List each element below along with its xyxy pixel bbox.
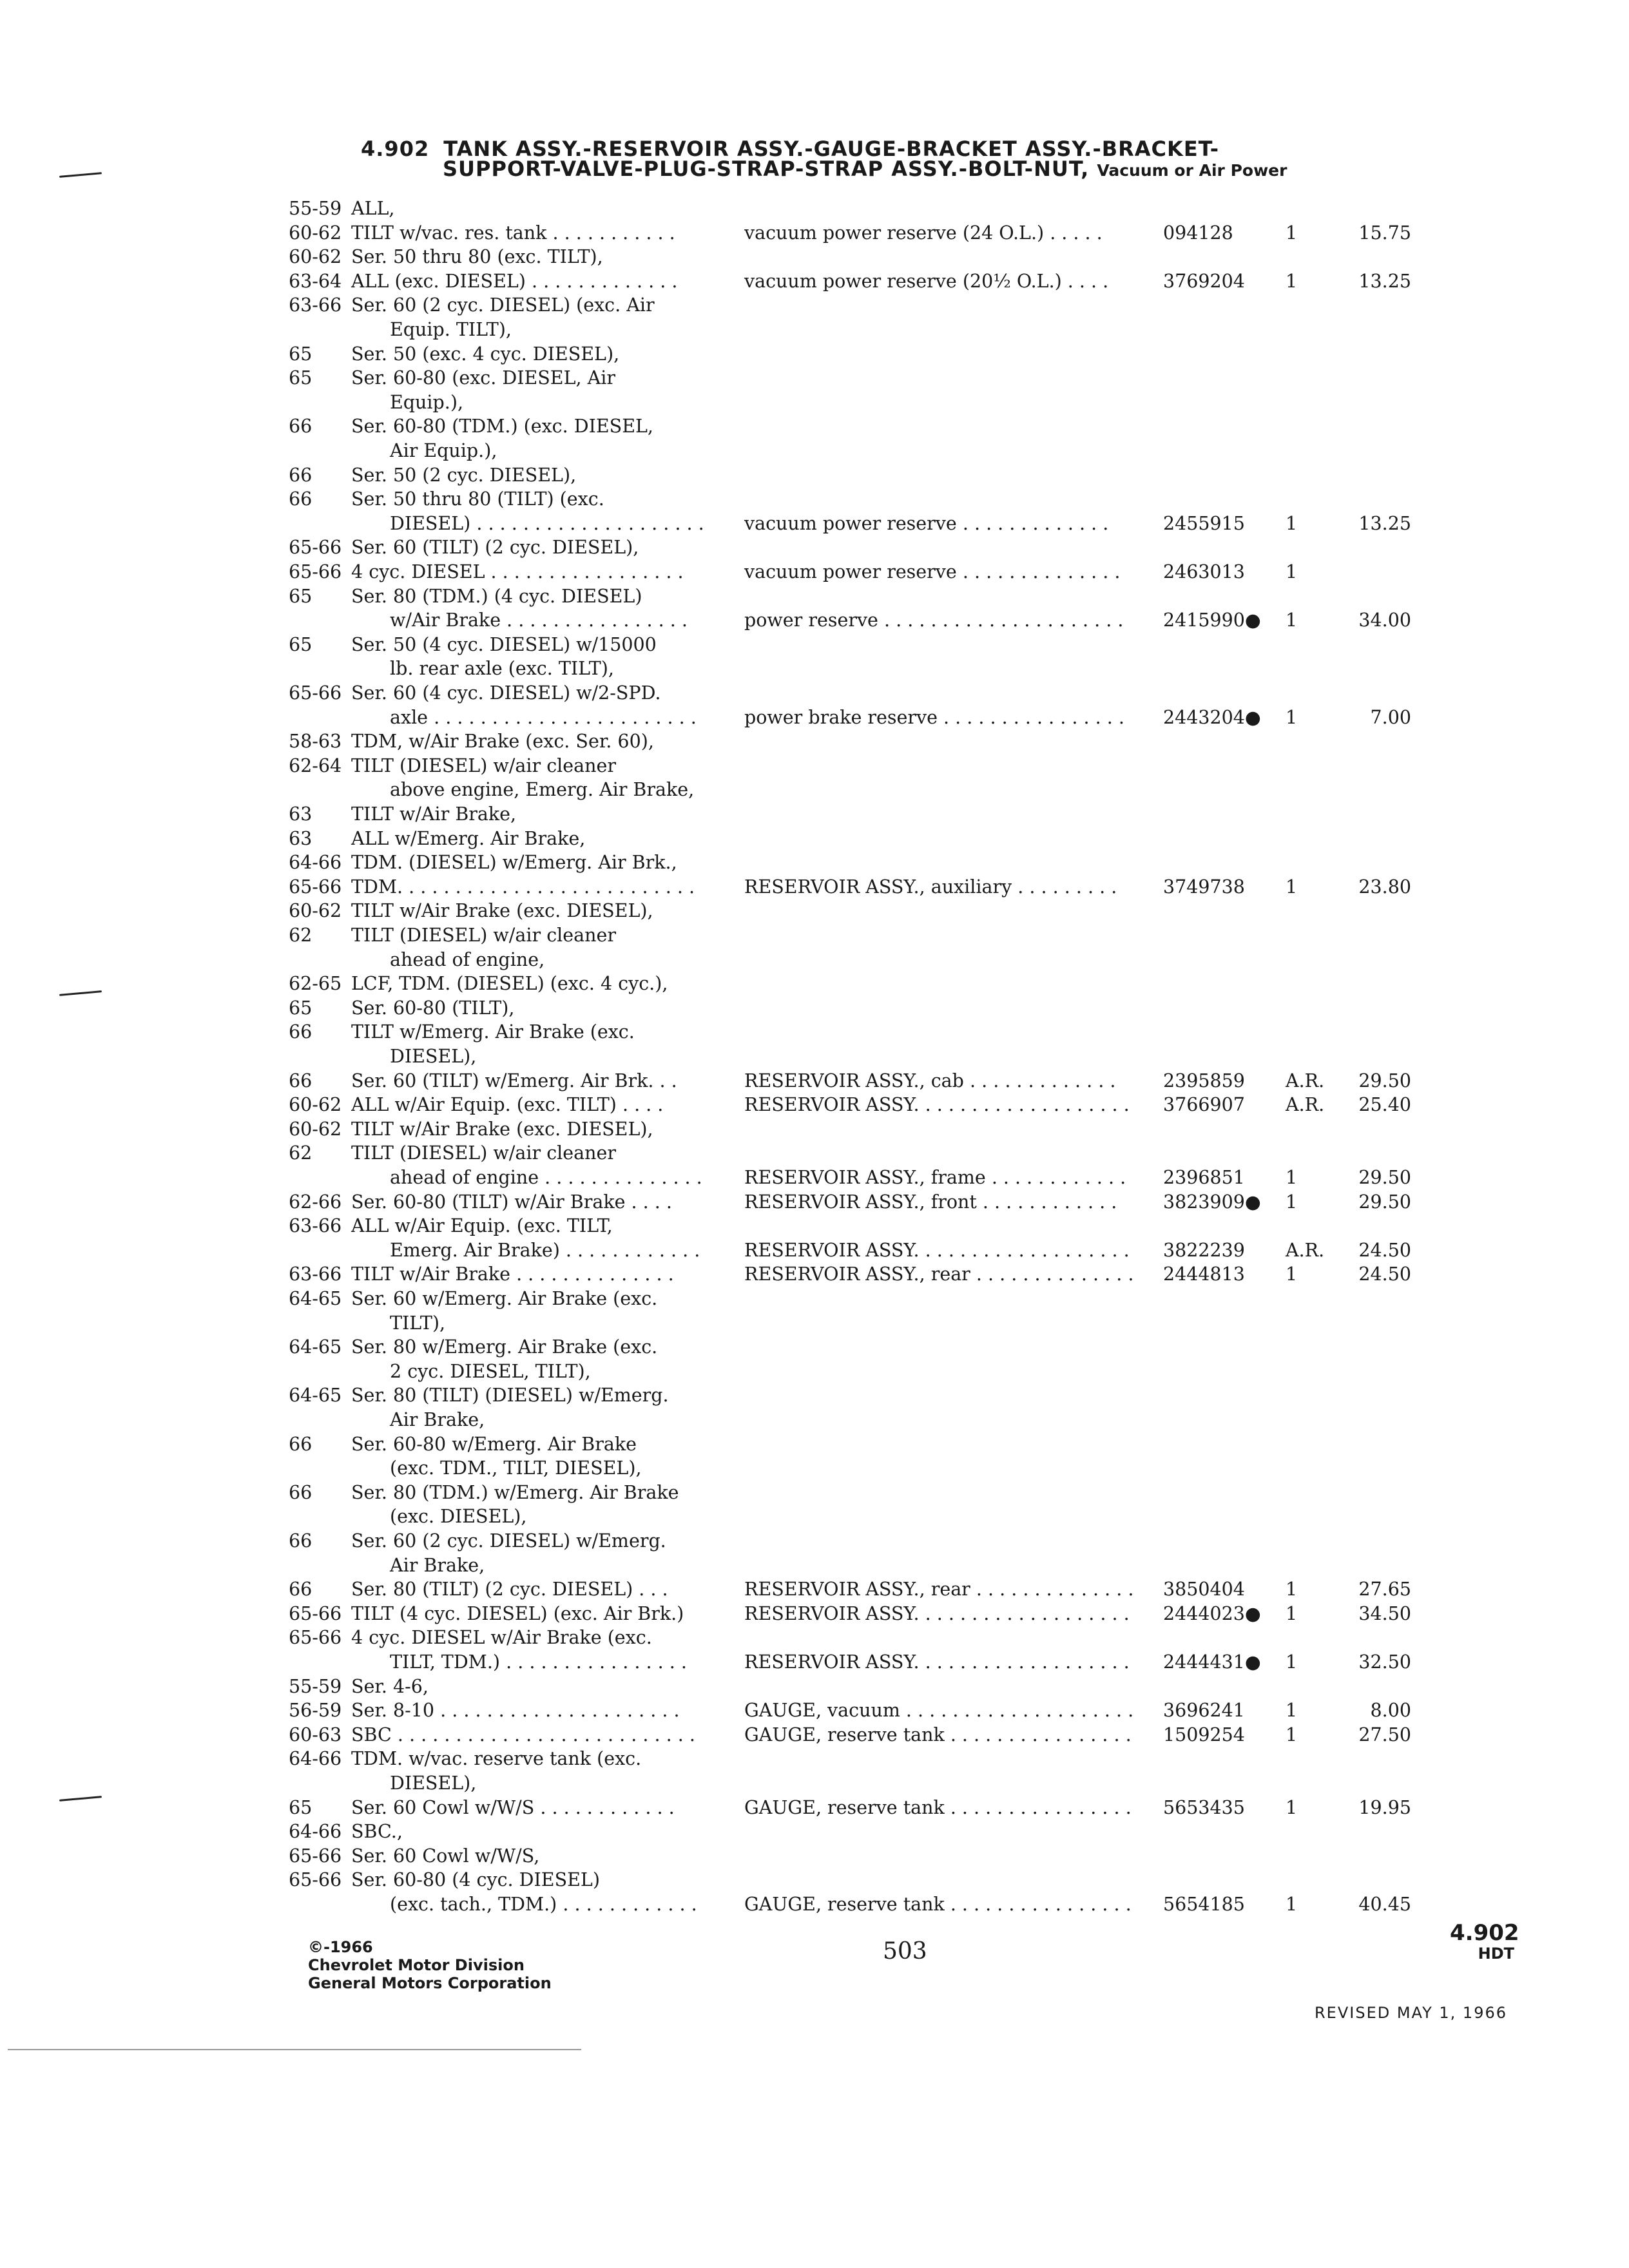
table-row	[0, 293, 1629, 318]
table-row	[0, 1529, 1629, 1553]
year-range: 62	[289, 1142, 313, 1164]
application: ALL w/Air Equip. (exc. TILT,	[351, 1215, 613, 1236]
page-number: 503	[883, 1938, 927, 1965]
table-row	[0, 657, 1629, 681]
corporation-name: General Motors Corporation	[308, 1974, 552, 1992]
year-range: 65-66	[289, 682, 342, 704]
application: Air Equip.),	[390, 440, 497, 461]
part-number: 3822239	[1163, 1240, 1245, 1261]
table-row	[0, 414, 1629, 439]
year-range: 60-62	[289, 1094, 342, 1115]
table-row	[0, 706, 1629, 730]
application: Air Brake,	[390, 1555, 485, 1576]
year-range: 65-66	[289, 561, 342, 582]
part-number: 2455915	[1163, 513, 1245, 534]
part-number: 2415990●	[1163, 610, 1261, 631]
application: DIESEL),	[390, 1773, 477, 1794]
year-range: 58-63	[289, 731, 342, 752]
price: 24.50	[1358, 1264, 1411, 1285]
application: Ser. 60-80 (TILT) w/Air Brake . . . .	[351, 1191, 672, 1213]
year-range: 60-62	[289, 246, 342, 267]
quantity: 1	[1286, 1700, 1298, 1721]
table-row	[0, 948, 1629, 972]
table-row	[0, 1504, 1629, 1529]
year-range: 65	[289, 343, 313, 365]
table-row	[0, 1796, 1629, 1820]
application: Ser. 80 (TILT) (2 cyc. DIESEL) . . .	[351, 1579, 668, 1600]
table-row	[0, 1892, 1629, 1917]
part-number: 2463013	[1163, 561, 1245, 582]
application: Ser. 60 Cowl w/W/S . . . . . . . . . . . .	[351, 1797, 675, 1818]
part-description: RESERVOIR ASSY., front . . . . . . . . . . . .	[744, 1191, 1117, 1213]
application: w/Air Brake . . . . . . . . . . . . . . . .	[390, 610, 688, 631]
price: 23.80	[1358, 876, 1411, 898]
application: ALL (exc. DIESEL) . . . . . . . . . . . . .	[351, 271, 678, 292]
price: 25.40	[1358, 1094, 1411, 1115]
application: Ser. 50 (exc. 4 cyc. DIESEL),	[351, 343, 620, 365]
table-row	[0, 560, 1629, 584]
application: DIESEL) . . . . . . . . . . . . . . . . . . . .	[390, 513, 704, 534]
application: TDM. (DIESEL) w/Emerg. Air Brk.,	[351, 852, 677, 873]
quantity: 1	[1286, 222, 1298, 244]
year-range: 66	[289, 488, 313, 510]
application: (exc. DIESEL),	[390, 1506, 527, 1527]
quantity: 1	[1286, 561, 1298, 582]
table-row	[0, 1262, 1629, 1287]
table-row	[0, 1408, 1629, 1432]
part-number: 3769204	[1163, 271, 1245, 292]
quantity: 1	[1286, 1724, 1298, 1745]
price: 34.00	[1358, 610, 1411, 631]
year-range: 64-66	[289, 1821, 342, 1842]
price: 19.95	[1358, 1797, 1411, 1818]
part-description: RESERVOIR ASSY. . . . . . . . . . . . . . . . . . .	[744, 1651, 1130, 1673]
table-row	[0, 1311, 1629, 1336]
application: Air Brake,	[390, 1409, 485, 1430]
year-range: 66	[289, 1579, 313, 1600]
table-row	[0, 778, 1629, 802]
year-range: 64-66	[289, 1748, 342, 1769]
application: Ser. 60-80 w/Emerg. Air Brake	[351, 1434, 637, 1455]
price: 29.50	[1358, 1167, 1411, 1188]
price: 7.00	[1370, 707, 1411, 728]
table-row	[0, 1602, 1629, 1626]
year-range: 60-63	[289, 1724, 342, 1745]
application: LCF, TDM. (DIESEL) (exc. 4 cyc.),	[351, 973, 668, 994]
quantity: 1	[1286, 610, 1298, 631]
application: TILT w/Air Brake,	[351, 803, 517, 825]
quantity: 1	[1286, 271, 1298, 292]
table-row	[0, 1747, 1629, 1771]
bottom-rule	[8, 2049, 581, 2050]
year-range: 60-62	[289, 900, 342, 921]
year-range: 64-65	[289, 1288, 342, 1309]
year-range: 62-66	[289, 1191, 342, 1213]
table-row	[0, 197, 1629, 221]
part-number: 1509254	[1163, 1724, 1245, 1745]
year-range: 64-65	[289, 1385, 342, 1406]
title-line-1: TANK ASSY.-RESERVOIR ASSY.-GAUGE-BRACKET ASSY.-BRACKET-	[443, 137, 1220, 161]
footer-credits	[308, 1938, 552, 1992]
table-row	[0, 1069, 1629, 1093]
part-number: 2396851	[1163, 1167, 1245, 1188]
table-row	[0, 1093, 1629, 1117]
application: Equip. TILT),	[390, 319, 512, 340]
year-range: 65-66	[289, 876, 342, 898]
title-line-2: SUPPORT-VALVE-PLUG-STRAP-STRAP ASSY.-BOLT-NUT,	[443, 157, 1090, 181]
table-row	[0, 463, 1629, 488]
year-range: 66	[289, 465, 313, 486]
copyright: ©-1966	[308, 1938, 373, 1956]
quantity: A.R.	[1286, 1094, 1325, 1115]
year-range: 65	[289, 367, 313, 389]
part-description: vacuum power reserve . . . . . . . . . . . . .	[744, 513, 1109, 534]
table-row	[0, 1238, 1629, 1263]
price: 27.50	[1358, 1724, 1411, 1745]
application: Ser. 4-6,	[351, 1676, 429, 1697]
table-row	[0, 923, 1629, 948]
year-range: 63-66	[289, 294, 342, 316]
table-row	[0, 269, 1629, 294]
year-range: 66	[289, 1530, 313, 1552]
part-description: RESERVOIR ASSY. . . . . . . . . . . . . . . . . . .	[744, 1240, 1130, 1261]
table-row	[0, 827, 1629, 851]
year-range: 66	[289, 1482, 313, 1503]
table-row	[0, 1626, 1629, 1650]
table-row	[0, 972, 1629, 996]
year-range: 63	[289, 803, 313, 825]
year-range: 66	[289, 1434, 313, 1455]
table-row	[0, 221, 1629, 245]
application: TILT w/Air Brake (exc. DIESEL),	[351, 1119, 653, 1140]
application: Ser. 60-80 (TILT),	[351, 997, 515, 1019]
revised-date: REVISED MAY 1, 1966	[1315, 2004, 1507, 2022]
application: ALL w/Air Equip. (exc. TILT) . . . .	[351, 1094, 664, 1115]
application: TILT),	[390, 1312, 446, 1334]
part-description: GAUGE, reserve tank . . . . . . . . . . . . . . . .	[744, 1724, 1132, 1745]
table-row	[0, 1820, 1629, 1844]
table-row	[0, 1117, 1629, 1142]
table-row	[0, 1698, 1629, 1723]
table-row	[0, 1868, 1629, 1892]
table-row	[0, 1432, 1629, 1457]
application: SBC.,	[351, 1821, 403, 1842]
part-description: vacuum power reserve (24 O.L.) . . . . .	[744, 222, 1103, 244]
application: ahead of engine . . . . . . . . . . . . . .	[390, 1167, 702, 1188]
part-number: 3766907	[1163, 1094, 1245, 1115]
application: Ser. 8-10 . . . . . . . . . . . . . . . . . . . . .	[351, 1700, 680, 1721]
year-range: 63-64	[289, 271, 342, 292]
footer-section-number: 4.902	[1450, 1920, 1519, 1946]
price: 27.65	[1358, 1579, 1411, 1600]
part-number: 5653435	[1163, 1797, 1245, 1818]
application: Emerg. Air Brake) . . . . . . . . . . . .	[390, 1240, 700, 1261]
part-number: 3850404	[1163, 1579, 1245, 1600]
part-number: 3823909●	[1163, 1191, 1261, 1213]
part-description: vacuum power reserve (20½ O.L.) . . . .	[744, 271, 1109, 292]
table-row	[0, 342, 1629, 367]
year-range: 60-62	[289, 222, 342, 244]
application: Ser. 60 (TILT) w/Emerg. Air Brk. . .	[351, 1070, 677, 1091]
application: Ser. 60 (2 cyc. DIESEL) (exc. Air	[351, 294, 655, 316]
table-row	[0, 1844, 1629, 1869]
table-row	[0, 1456, 1629, 1481]
application: TILT w/Air Brake . . . . . . . . . . . . . .	[351, 1264, 674, 1285]
application: ALL,	[351, 198, 395, 219]
application: 2 cyc. DIESEL, TILT),	[390, 1361, 591, 1382]
application: Ser. 80 w/Emerg. Air Brake (exc.	[351, 1336, 658, 1358]
year-range: 62	[289, 925, 313, 946]
year-range: 60-62	[289, 1119, 342, 1140]
year-range: 65	[289, 586, 313, 607]
table-row	[0, 1675, 1629, 1699]
application: Equip.),	[390, 392, 463, 413]
table-row	[0, 681, 1629, 706]
year-range: 55-59	[289, 1676, 342, 1697]
year-range: 65	[289, 1797, 313, 1818]
year-range: 65-66	[289, 1627, 342, 1648]
footer-section-sub: HDT	[1478, 1945, 1514, 1963]
part-number: 5654185	[1163, 1894, 1245, 1915]
application: Ser. 60-80 (exc. DIESEL, Air	[351, 367, 615, 389]
table-row	[0, 633, 1629, 657]
year-range: 66	[289, 1070, 313, 1091]
table-row	[0, 850, 1629, 875]
application: DIESEL),	[390, 1046, 477, 1067]
price: 29.50	[1358, 1070, 1411, 1091]
table-row	[0, 802, 1629, 827]
table-row	[0, 1383, 1629, 1408]
part-description: RESERVOIR ASSY., frame . . . . . . . . . . . .	[744, 1167, 1126, 1188]
quantity: 1	[1286, 1264, 1298, 1285]
part-description: RESERVOIR ASSY., rear . . . . . . . . . . . . . .	[744, 1264, 1134, 1285]
application: TDM. . . . . . . . . . . . . . . . . . . . . . . . . .	[351, 876, 695, 898]
part-description: RESERVOIR ASSY., auxiliary . . . . . . . . .	[744, 876, 1117, 898]
table-row	[0, 996, 1629, 1021]
application: TDM, w/Air Brake (exc. Ser. 60),	[351, 731, 654, 752]
table-row	[0, 1577, 1629, 1602]
price: 29.50	[1358, 1191, 1411, 1213]
year-range: 65	[289, 634, 313, 655]
application: above engine, Emerg. Air Brake,	[390, 779, 695, 800]
quantity: 1	[1286, 1603, 1298, 1624]
application: TDM. w/vac. reserve tank (exc.	[351, 1748, 642, 1769]
table-row	[0, 584, 1629, 609]
application: TILT w/Emerg. Air Brake (exc.	[351, 1021, 635, 1043]
part-description: GAUGE, reserve tank . . . . . . . . . . . . . . . .	[744, 1797, 1132, 1818]
title-suffix: Vacuum or Air Power	[1097, 161, 1287, 180]
part-number: 2395859	[1163, 1070, 1245, 1091]
part-description: RESERVOIR ASSY., cab . . . . . . . . . . . . .	[744, 1070, 1116, 1091]
price: 34.50	[1358, 1603, 1411, 1624]
year-range: 65-66	[289, 1845, 342, 1867]
year-range: 66	[289, 416, 313, 437]
quantity: 1	[1286, 1579, 1298, 1600]
table-row	[0, 899, 1629, 923]
year-range: 65	[289, 997, 313, 1019]
application: Ser. 60-80 (TDM.) (exc. DIESEL,	[351, 416, 653, 437]
quantity: 1	[1286, 1167, 1298, 1188]
application: Ser. 60-80 (4 cyc. DIESEL)	[351, 1869, 600, 1890]
application: TILT (4 cyc. DIESEL) (exc. Air Brk.)	[351, 1603, 684, 1624]
table-row	[0, 1360, 1629, 1384]
quantity: 1	[1286, 513, 1298, 534]
table-row	[0, 535, 1629, 560]
year-range: 65-66	[289, 1869, 342, 1890]
part-description: GAUGE, vacuum . . . . . . . . . . . . . . . . . . . .	[744, 1700, 1134, 1721]
table-row	[0, 439, 1629, 463]
table-row	[0, 318, 1629, 342]
application: Ser. 50 thru 80 (exc. TILT),	[351, 246, 603, 267]
division-name: Chevrolet Motor Division	[308, 1956, 525, 1974]
application: TILT (DIESEL) w/air cleaner	[351, 1142, 616, 1164]
year-range: 55-59	[289, 198, 342, 219]
quantity: A.R.	[1286, 1070, 1325, 1091]
part-description: power reserve . . . . . . . . . . . . . . . . . . . . .	[744, 610, 1124, 631]
application: SBC . . . . . . . . . . . . . . . . . . . . . . . . . .	[351, 1724, 695, 1745]
application: Ser. 50 (2 cyc. DIESEL),	[351, 465, 577, 486]
part-number: 3696241	[1163, 1700, 1245, 1721]
year-range: 63-66	[289, 1215, 342, 1236]
application: ALL w/Emerg. Air Brake,	[351, 828, 586, 849]
application: TILT, TDM.) . . . . . . . . . . . . . . . .	[390, 1651, 687, 1673]
application: (exc. tach., TDM.) . . . . . . . . . . . .	[390, 1894, 697, 1915]
table-row	[0, 875, 1629, 899]
application: ahead of engine,	[390, 949, 545, 970]
year-range: 64-65	[289, 1336, 342, 1358]
year-range: 63-66	[289, 1264, 342, 1285]
table-row	[0, 729, 1629, 754]
application: axle . . . . . . . . . . . . . . . . . . . . . . .	[390, 707, 697, 728]
part-description: vacuum power reserve . . . . . . . . . . . . . .	[744, 561, 1121, 582]
part-number: 2444813	[1163, 1264, 1245, 1285]
year-range: 62-64	[289, 755, 342, 776]
quantity: 1	[1286, 1797, 1298, 1818]
application: TILT w/vac. res. tank . . . . . . . . . . .	[351, 222, 675, 244]
application: 4 cyc. DIESEL . . . . . . . . . . . . . . . . .	[351, 561, 684, 582]
quantity: 1	[1286, 707, 1298, 728]
application: Ser. 60 Cowl w/W/S,	[351, 1845, 540, 1867]
part-description: RESERVOIR ASSY. . . . . . . . . . . . . . . . . . .	[744, 1094, 1130, 1115]
table-row	[0, 1214, 1629, 1238]
application: TILT (DIESEL) w/air cleaner	[351, 755, 616, 776]
application: Ser. 80 (TDM.) w/Emerg. Air Brake	[351, 1482, 679, 1503]
table-row	[0, 1190, 1629, 1215]
table-row	[0, 512, 1629, 536]
year-range: 56-59	[289, 1700, 342, 1721]
part-description: power brake reserve . . . . . . . . . . . . . . . .	[744, 707, 1124, 728]
table-row	[0, 1166, 1629, 1190]
table-row	[0, 1044, 1629, 1069]
part-number: 2444023●	[1163, 1603, 1261, 1624]
table-row	[0, 1020, 1629, 1044]
part-number: 094128	[1163, 222, 1233, 244]
section-number: 4.902	[361, 137, 430, 161]
price: 40.45	[1358, 1894, 1411, 1915]
part-description: GAUGE, reserve tank . . . . . . . . . . . . . . . .	[744, 1894, 1132, 1915]
table-row	[0, 1287, 1629, 1311]
table-row	[0, 487, 1629, 512]
part-description: RESERVOIR ASSY., rear . . . . . . . . . . . . . .	[744, 1579, 1134, 1600]
table-row	[0, 1771, 1629, 1796]
table-row	[0, 608, 1629, 633]
application: TILT (DIESEL) w/air cleaner	[351, 925, 616, 946]
part-number: 3749738	[1163, 876, 1245, 898]
application: lb. rear axle (exc. TILT),	[390, 658, 614, 679]
quantity: 1	[1286, 1651, 1298, 1673]
year-range: 65-66	[289, 537, 342, 558]
application: Ser. 60 (4 cyc. DIESEL) w/2-SPD.	[351, 682, 661, 704]
year-range: 64-66	[289, 852, 342, 873]
table-row	[0, 390, 1629, 415]
quantity: 1	[1286, 1191, 1298, 1213]
application: Ser. 80 (TILT) (DIESEL) w/Emerg.	[351, 1385, 669, 1406]
table-row	[0, 1650, 1629, 1675]
year-range: 62-65	[289, 973, 342, 994]
table-row	[0, 1141, 1629, 1166]
price: 13.25	[1358, 271, 1411, 292]
year-range: 66	[289, 1021, 313, 1043]
application: Ser. 60 w/Emerg. Air Brake (exc.	[351, 1288, 658, 1309]
table-row	[0, 1723, 1629, 1747]
part-number: 2443204●	[1163, 707, 1261, 728]
table-row	[0, 1481, 1629, 1505]
application: 4 cyc. DIESEL w/Air Brake (exc.	[351, 1627, 652, 1648]
year-range: 63	[289, 828, 313, 849]
table-row	[0, 245, 1629, 269]
price: 32.50	[1358, 1651, 1411, 1673]
quantity: 1	[1286, 876, 1298, 898]
price: 24.50	[1358, 1240, 1411, 1261]
application: Ser. 80 (TDM.) (4 cyc. DIESEL)	[351, 586, 642, 607]
application: Ser. 50 thru 80 (TILT) (exc.	[351, 488, 604, 510]
part-number: 2444431●	[1163, 1651, 1261, 1673]
application: Ser. 60 (TILT) (2 cyc. DIESEL),	[351, 537, 639, 558]
table-row	[0, 1553, 1629, 1578]
application: Ser. 50 (4 cyc. DIESEL) w/15000	[351, 634, 657, 655]
quantity: 1	[1286, 1894, 1298, 1915]
table-row	[0, 1335, 1629, 1360]
application: Ser. 60 (2 cyc. DIESEL) w/Emerg.	[351, 1530, 666, 1552]
application: TILT w/Air Brake (exc. DIESEL),	[351, 900, 653, 921]
table-row	[0, 366, 1629, 390]
application: (exc. TDM., TILT, DIESEL),	[390, 1457, 642, 1479]
price: 15.75	[1358, 222, 1411, 244]
price: 8.00	[1370, 1700, 1411, 1721]
year-range: 65-66	[289, 1603, 342, 1624]
price: 13.25	[1358, 513, 1411, 534]
part-description: RESERVOIR ASSY. . . . . . . . . . . . . . . . . . .	[744, 1603, 1130, 1624]
quantity: A.R.	[1286, 1240, 1325, 1261]
table-row	[0, 754, 1629, 778]
